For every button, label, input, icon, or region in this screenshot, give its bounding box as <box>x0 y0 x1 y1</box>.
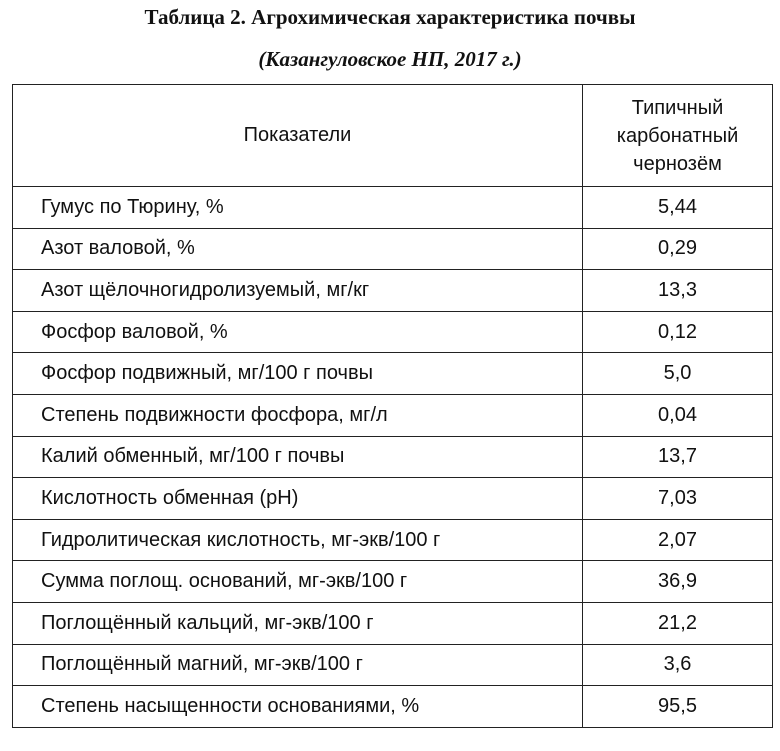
indicator-cell: Азот валовой, % <box>13 228 583 270</box>
table-row <box>13 519 773 561</box>
value-cell: 5,0 <box>583 353 773 395</box>
value-cell: 0,04 <box>583 394 773 436</box>
table-row <box>13 644 773 686</box>
value-cell: 3,6 <box>583 644 773 686</box>
value-cell: 21,2 <box>583 602 773 644</box>
value-cell: 13,7 <box>583 436 773 478</box>
indicator-cell: Поглощённый магний, мг-экв/100 г <box>13 644 583 686</box>
table-row <box>13 270 773 312</box>
table-row <box>13 686 773 728</box>
table-row <box>13 478 773 520</box>
header-soil-type-text: Типичный карбонатный чернозём <box>616 96 739 175</box>
value-cell: 2,07 <box>583 519 773 561</box>
table-body <box>13 187 773 728</box>
table-row <box>13 561 773 603</box>
indicator-cell: Поглощённый кальций, мг-экв/100 г <box>13 602 583 644</box>
header-indicators: Показатели <box>13 85 583 187</box>
table-row <box>13 353 773 395</box>
table-row <box>13 394 773 436</box>
indicator-cell: Кислотность обменная (рН) <box>13 478 583 520</box>
value-cell: 36,9 <box>583 561 773 603</box>
indicator-cell: Сумма поглощ. оснований, мг-экв/100 г <box>13 561 583 603</box>
value-cell: 5,44 <box>583 187 773 229</box>
value-cell: 0,29 <box>583 228 773 270</box>
value-cell: 7,03 <box>583 478 773 520</box>
table-row <box>13 187 773 229</box>
table-row <box>13 228 773 270</box>
header-row <box>13 85 773 187</box>
indicator-cell: Степень насыщенности основаниями, % <box>13 686 583 728</box>
table-row <box>13 602 773 644</box>
indicator-cell: Калий обменный, мг/100 г почвы <box>13 436 583 478</box>
table-title: Таблица 2. Агрохимическая характеристика почвы <box>144 5 636 29</box>
table-row <box>13 436 773 478</box>
table-row <box>13 311 773 353</box>
header-soil-type <box>583 85 773 187</box>
agrochemical-table <box>12 84 773 728</box>
table-subtitle: (Казангуловское НП, 2017 г.) <box>258 47 522 71</box>
indicator-cell: Степень подвижности фосфора, мг/л <box>13 394 583 436</box>
value-cell: 0,12 <box>583 311 773 353</box>
indicator-cell: Фосфор подвижный, мг/100 г почвы <box>13 353 583 395</box>
value-cell: 95,5 <box>583 686 773 728</box>
indicator-cell: Гидролитическая кислотность, мг-экв/100 г <box>13 519 583 561</box>
value-cell: 13,3 <box>583 270 773 312</box>
indicator-cell: Фосфор валовой, % <box>13 311 583 353</box>
indicator-cell: Азот щёлочногидролизуемый, мг/кг <box>13 270 583 312</box>
indicator-cell: Гумус по Тюрину, % <box>13 187 583 229</box>
